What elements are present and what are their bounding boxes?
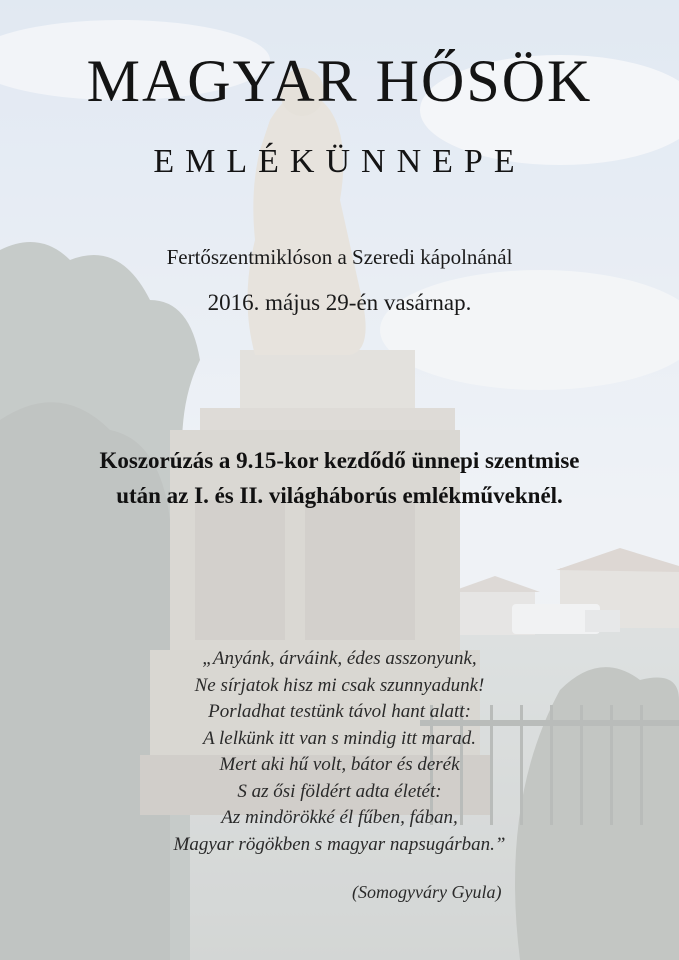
notice-line: után az I. és II. világháborús emlékműveknél. xyxy=(116,483,563,508)
poem-line: Mert aki hű volt, bátor és derék xyxy=(219,754,460,775)
poem-author: (Somogyváry Gyula) xyxy=(352,882,502,902)
poem-line: Porladhat testünk távol hant alatt: xyxy=(208,701,471,722)
poem-line: A lelkünk itt van s mindig itt marad. xyxy=(202,727,476,749)
poem-line: Ne sírjatok hisz mi csak szunnyadunk! xyxy=(194,674,485,696)
event-date: 2016. május 29-én vasárnap. xyxy=(207,290,472,315)
wreath-laying-notice xyxy=(0,443,679,513)
event-place: Fertőszentmiklóson a Szeredi kápolnánál xyxy=(166,245,513,269)
poem-line: Az mindörökké él fűben, fában, xyxy=(221,807,458,828)
poem-line: Magyar rögökben s magyar napsugárban.” xyxy=(173,833,506,855)
poem-line: S az ősi földért adta életét: xyxy=(237,780,442,802)
poem-line: „Anyánk, árváink, édes asszonyunk, xyxy=(202,648,477,669)
poster-subtitle: EMLÉKÜNNEPE xyxy=(153,143,526,180)
notice-line: Koszorúzás a 9.15-kor kezdődő ünnepi szentmise xyxy=(99,448,580,473)
poem xyxy=(0,646,679,858)
poster-title: MAGYAR HŐSÖK xyxy=(86,48,593,114)
